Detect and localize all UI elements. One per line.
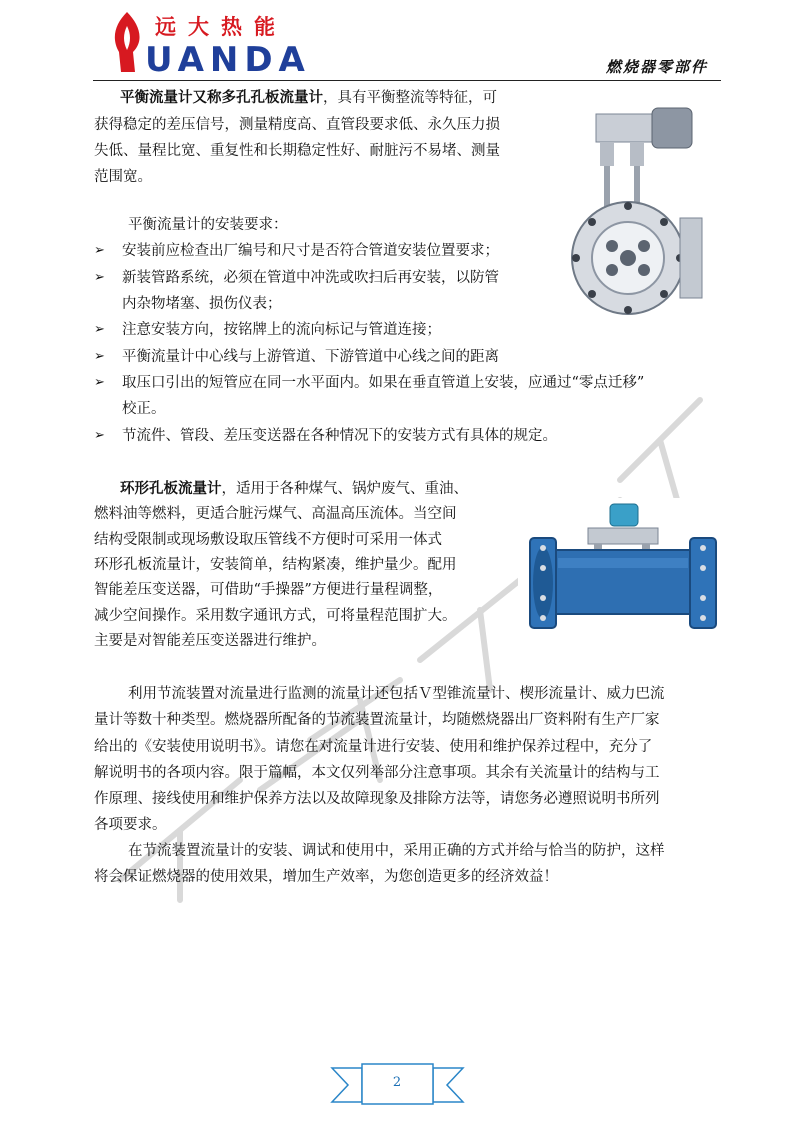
install-bullet-5b: 校正。: [122, 401, 166, 417]
arrow-bullet-icon: ➢: [94, 349, 105, 364]
section3-line-3: 给出的《安装使用说明书》。请您在对流量计进行安装、使用和维护保养过程中，充分了: [94, 739, 653, 755]
header-divider: [93, 80, 721, 81]
section1-line-3: 失低、量程比宽、重复性和长期稳定性好、耐脏污不易堵、测量: [94, 143, 500, 159]
balanced-flowmeter-photo: [568, 98, 716, 316]
section2-line-4: 环形孔板流量计，安装简单，结构紧凑，维护量少。配用: [94, 557, 457, 573]
svg-text:UANDA: UANDA: [145, 40, 311, 74]
arrow-bullet-icon: ➢: [94, 375, 105, 390]
section1-line-1: 平衡流量计又称多孔孔板流量计，具有平衡整流等特征，可: [120, 89, 497, 106]
section2-line-3: 结构受限制或现场敷设取压管线不方便时可采用一体式: [94, 532, 442, 548]
section3-line-5: 作原理、接线使用和维护保养方法以及故障现象及排除方法等，请您务必遵照说明书所列: [94, 791, 660, 807]
section1-line-2: 获得稳定的差压信号，测量精度高、直管段要求低、永久压力损: [94, 117, 500, 133]
install-bullet-5a: 取压口引出的短管应在同一水平面内。如果在垂直管道上安装，应通过“零点迁移”: [122, 375, 645, 391]
arrow-bullet-icon: ➢: [94, 270, 105, 285]
install-bullet-3: 注意安装方向，按铭牌上的流向标记与管道连接；: [122, 322, 441, 338]
header-category-title: 燃烧器零部件: [606, 58, 709, 76]
page-number: 2: [392, 1075, 402, 1090]
section1-line-4: 范围宽。: [94, 169, 152, 185]
section2-line-7: 主要是对智能差压变送器进行维护。: [94, 633, 326, 649]
section3-line-4: 解说明书的各项内容。限于篇幅，本文仅列举部分注意事项。其余有关流量计的结构与工: [94, 765, 660, 781]
arrow-bullet-icon: ➢: [94, 428, 105, 443]
install-bullet-2a: 新装管路系统，必须在管道中冲洗或吹扫后再安装，以防管: [122, 270, 499, 286]
install-bullet-6: 节流件、管段、差压变送器在各种情况下的安装方式有具体的规定。: [122, 428, 557, 444]
section3-line-7: 在节流装置流量计的安装、调试和使用中，采用正确的方式并给与恰当的防护，这样: [128, 843, 665, 859]
arrow-bullet-icon: ➢: [94, 243, 105, 258]
section2-line-6: 减少空间操作。采用数字通讯方式，可将量程范围扩大。: [94, 608, 457, 624]
section3-line-2: 量计等数十种类型。燃烧器所配备的节流装置流量计，均随燃烧器出厂资料附有生产厂家: [94, 712, 660, 728]
svg-text:远大热能: 远大热能: [155, 15, 287, 39]
annular-orifice-flowmeter-photo: [518, 498, 718, 638]
section2-line-2: 燃料油等燃料，更适合脏污煤气、高温高压流体。当空间: [94, 506, 457, 522]
company-logo: [105, 8, 327, 74]
install-bullet-4: 平衡流量计中心线与上游管道、下游管道中心线之间的距离: [122, 349, 499, 365]
section3-line-6: 各项要求。: [94, 817, 167, 833]
section3-line-1: 利用节流装置对流量进行监测的流量计还包括Ｖ型锥流量计、楔形流量计、威力巴流: [128, 686, 665, 702]
balanced-flowmeter-term: 平衡流量计又称多孔孔板流量计: [120, 89, 323, 106]
install-heading: 平衡流量计的安装要求：: [128, 217, 288, 233]
section2-line-1: 环形孔板流量计，适用于各种煤气、锅炉废气、重油、: [120, 480, 468, 497]
section3-line-8: 将会保证燃烧器的使用效果，增加生产效率，为您创造更多的经济效益！: [94, 869, 558, 885]
install-bullet-1: 安装前应检查出厂编号和尺寸是否符合管道安装位置要求；: [122, 243, 499, 259]
annular-orifice-term: 环形孔板流量计: [120, 480, 222, 497]
section2-line-5: 智能差压变送器，可借助“手操器”方便进行量程调整，: [94, 582, 443, 598]
arrow-bullet-icon: ➢: [94, 322, 105, 337]
install-bullet-2b: 内杂物堵塞、损伤仪表；: [122, 296, 282, 312]
